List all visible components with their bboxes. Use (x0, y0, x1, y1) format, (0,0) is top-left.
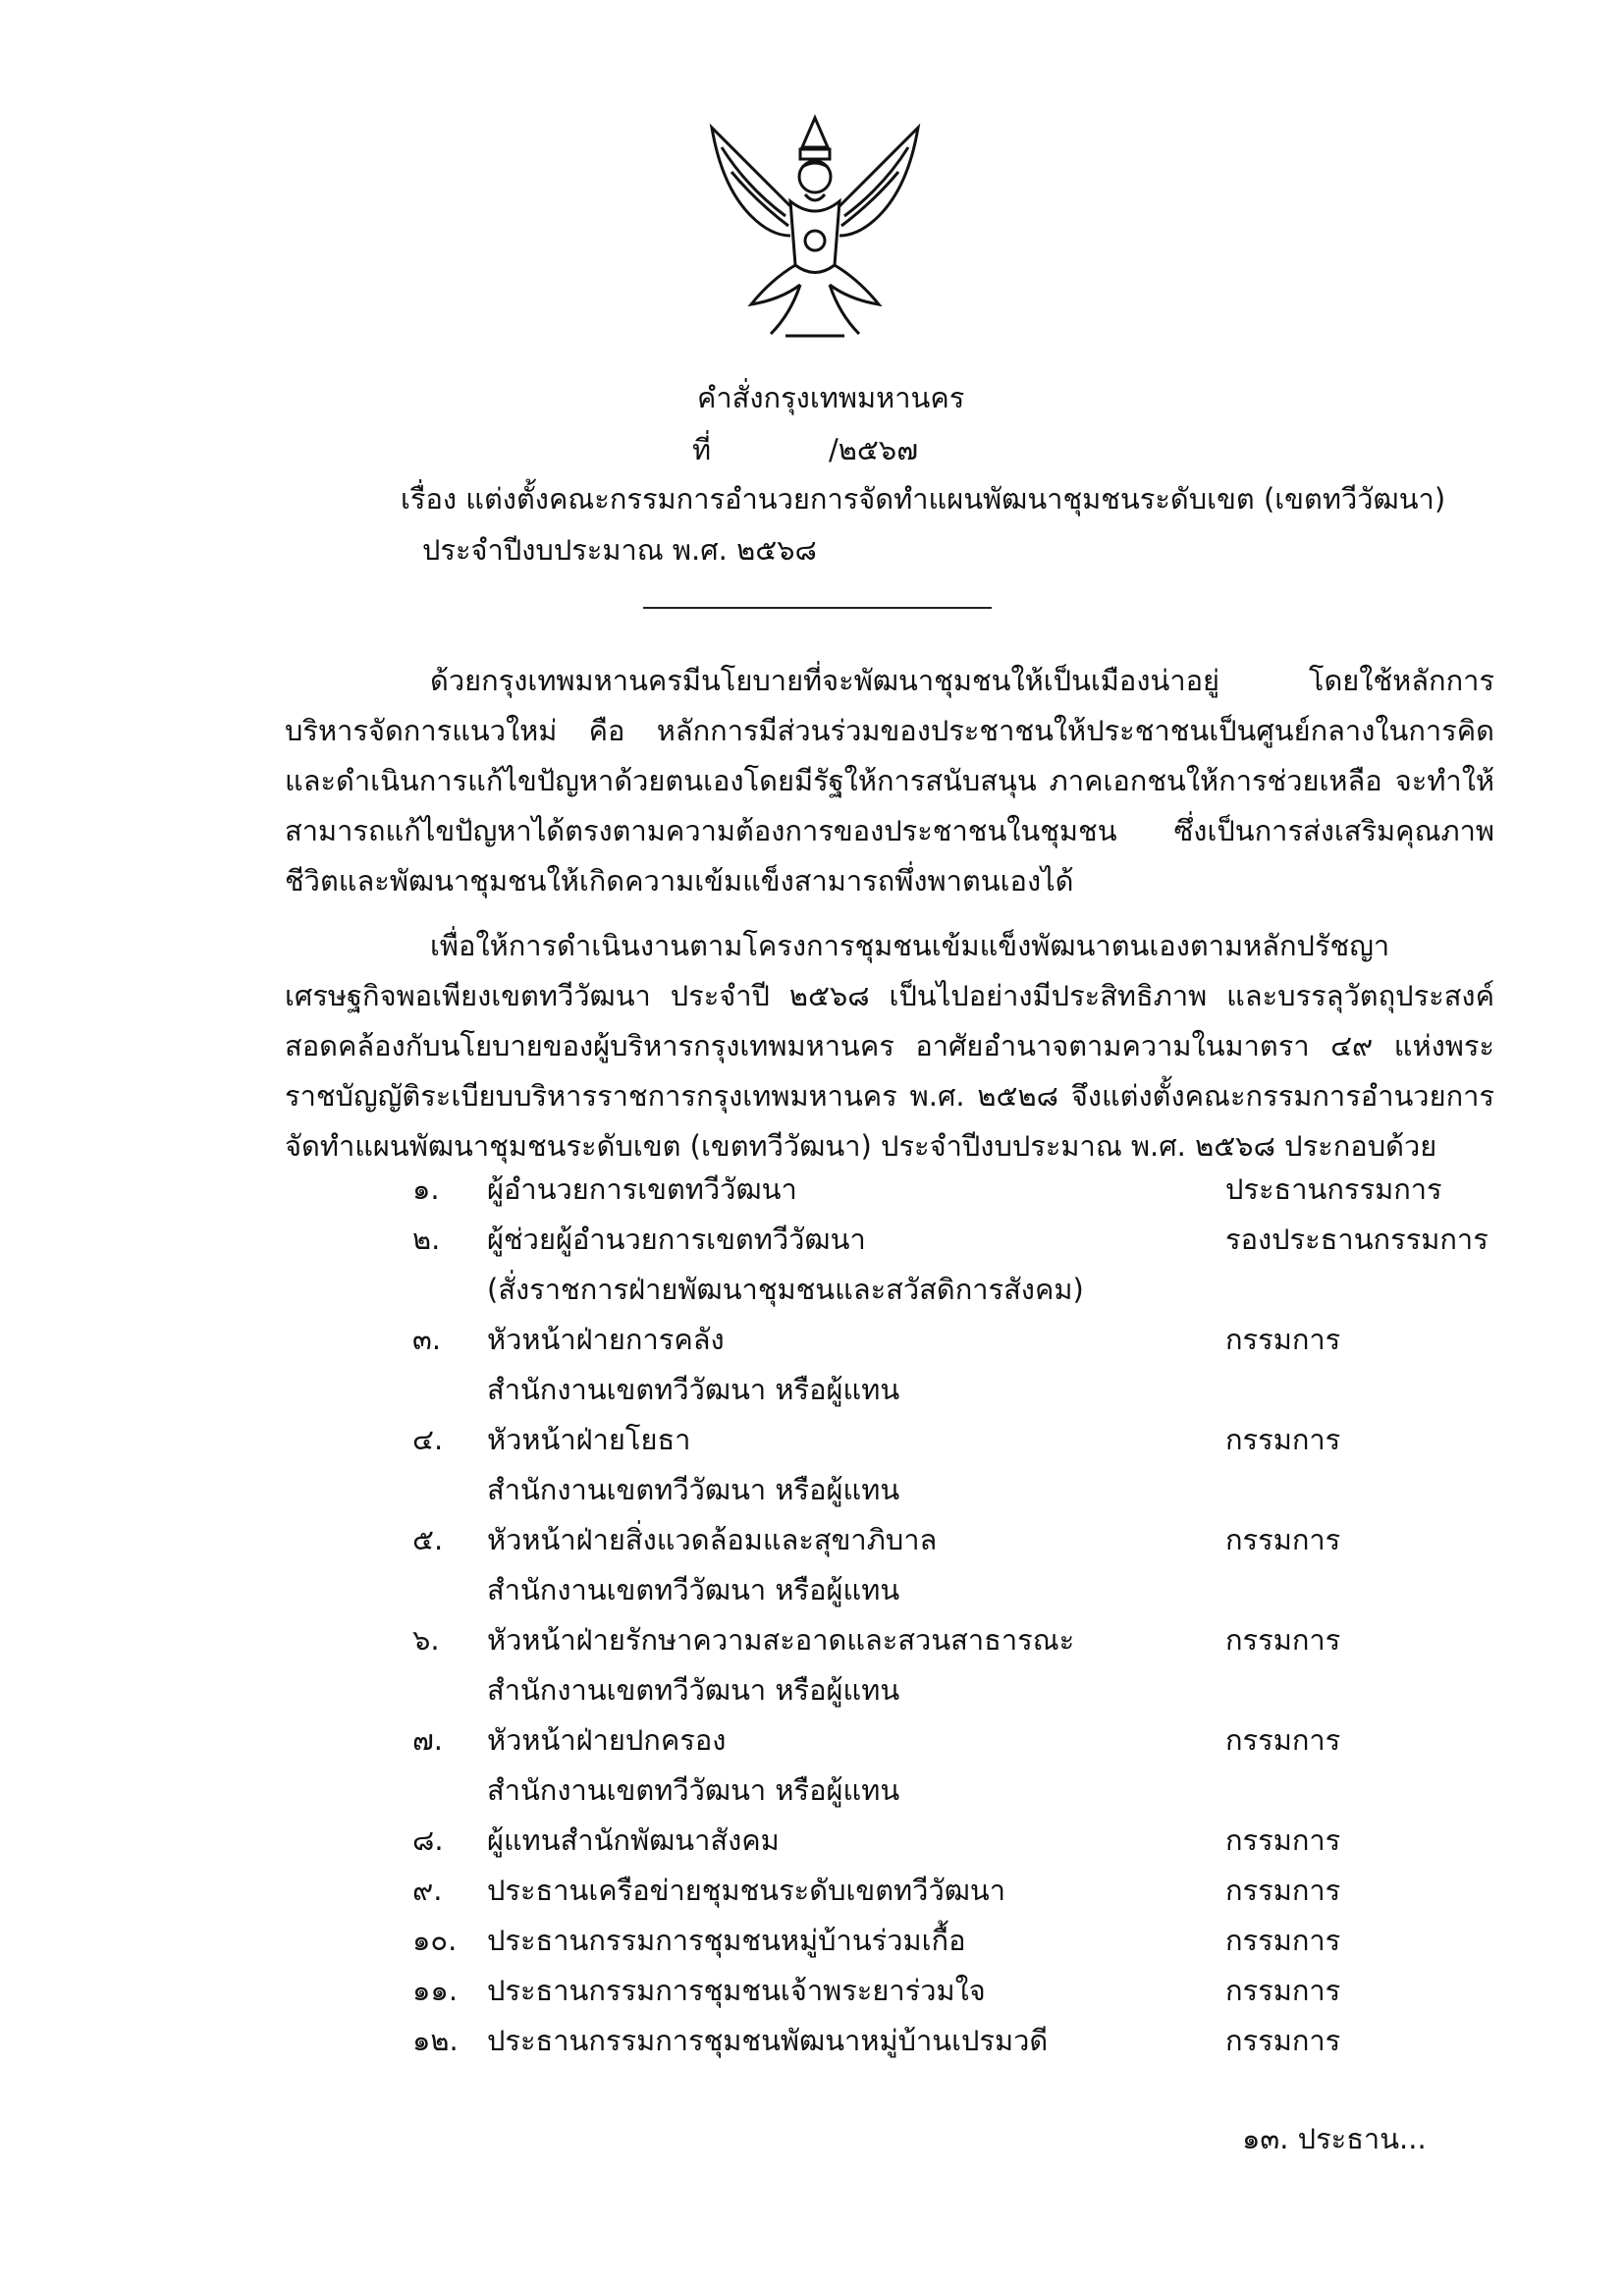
item-number: ๓. (412, 1323, 442, 1356)
list-item (412, 1165, 1502, 1215)
item-number: ๕. (412, 1523, 444, 1556)
subject-line-2: ประจำปีงบประมาณ พ.ศ. ๒๕๖๘ (422, 533, 817, 567)
list-item (412, 1415, 1502, 1515)
member-name: ผู้อำนวยการเขตทวีวัฒนา (487, 1172, 797, 1206)
member-name: ผู้ช่วยผู้อำนวยการเขตทวีวัฒนา (487, 1223, 866, 1256)
member-role: กรรมการ (1225, 1974, 1341, 2007)
item-number: ๘. (412, 1823, 444, 1857)
document-title: คำสั่งกรุงเทพมหานคร (697, 381, 965, 414)
item-number: ๙. (412, 1874, 443, 1907)
list-item (412, 1315, 1502, 1415)
member-name: ประธานเครือข่ายชุมชนระดับเขตทวีวัฒนา (487, 1874, 1006, 1907)
paragraph-2: เพื่อให้การดำเนินงานตามโครงการชุมชนเข้มแข็งพัฒนาตนเองตามหลักปรัชญาเศรษฐกิจพอเพียงเขตทวีวัฒนา ประจำปี ๒๕๖๘ เป็นไปอย่างมีประสิทธิภาพ และบรรลุวัตถุประสงค์ สอดคล้องกับนโยบายของผู้บริหารกรุงเทพมหานคร อาศัยอำนาจตามความในมาตรา ๔๙ แห่งพระราชบัญญัติระเบียบบริหารราชการกรุงเทพมหานคร พ.ศ. ๒๕๒๘ จึงแต่งตั้งคณะกรรมการอำนวยการจัดทำแผนพัฒนาชุมชนระดับเขต (เขตทวีวัฒนา) ประจำปีงบประมาณ พ.ศ. ๒๕๖๘ ประกอบด้วย (285, 929, 1494, 1163)
list-item (412, 1215, 1502, 1315)
member-name-detail: สำนักงานเขตทวีวัฒนา หรือผู้แทน (487, 1673, 900, 1707)
list-item (412, 1816, 1502, 1866)
page-continuation: ๑๓. ประธาน... (1242, 2122, 1427, 2155)
member-role: รองประธานกรรมการ (1225, 1223, 1489, 1256)
member-role: ประธานกรรมการ (1225, 1172, 1442, 1206)
garuda-emblem-icon (692, 108, 938, 349)
member-name: หัวหน้าฝ่ายปกครอง (487, 1723, 727, 1757)
member-name: หัวหน้าฝ่ายการคลัง (487, 1323, 725, 1356)
member-role: กรรมการ (1225, 1723, 1341, 1757)
member-list (412, 1165, 1502, 2066)
member-name-detail: สำนักงานเขตทวีวัฒนา หรือผู้แทน (487, 1773, 900, 1807)
member-role: กรรมการ (1225, 1523, 1341, 1556)
member-name-detail: สำนักงานเขตทวีวัฒนา หรือผู้แทน (487, 1573, 900, 1606)
member-name: หัวหน้าฝ่ายรักษาความสะอาดและสวนสาธารณะ (487, 1623, 1075, 1657)
item-number: ๑๑. (412, 1974, 459, 2007)
member-name: ประธานกรรมการชุมชนเจ้าพระยาร่วมใจ (487, 1974, 986, 2007)
item-number: ๔. (412, 1423, 444, 1456)
list-item (412, 2016, 1502, 2066)
list-item (412, 1966, 1502, 2016)
member-name: หัวหน้าฝ่ายสิ่งแวดล้อมและสุขาภิบาล (487, 1523, 938, 1556)
list-item (412, 1715, 1502, 1816)
item-number: ๑๐. (412, 1924, 458, 1957)
member-role: กรรมการ (1225, 1874, 1341, 1907)
member-name: หัวหน้าฝ่ายโยธา (487, 1423, 691, 1456)
item-number: ๒. (412, 1223, 441, 1256)
member-name: ผู้แทนสำนักพัฒนาสังคม (487, 1823, 780, 1857)
list-item (412, 1515, 1502, 1615)
member-role: กรรมการ (1225, 1423, 1341, 1456)
member-name: ประธานกรรมการชุมชนหมู่บ้านร่วมเกื้อ (487, 1924, 966, 1957)
member-role: กรรมการ (1225, 1823, 1341, 1857)
member-name: ประธานกรรมการชุมชนพัฒนาหมู่บ้านเปรมวดี (487, 2024, 1049, 2057)
item-number: ๑๒. (412, 2024, 459, 2057)
member-name-detail: สำนักงานเขตทวีวัฒนา หรือผู้แทน (487, 1373, 900, 1406)
paragraph-1: ด้วยกรุงเทพมหานครมีนโยบายที่จะพัฒนาชุมชนให้เป็นเมืองน่าอยู่ โดยใช้หลักการบริหารจัดการแนวใหม่ คือ หลักการมีส่วนร่วมของประชาชนให้ประชาชนเป็นศูนย์กลางในการคิดและดำเนินการแก้ไขปัญหาด้วยตนเองโดยมีรัฐให้การสนับสนุน ภาคเอกชนให้การช่วยเหลือ จะทำให้สามารถแก้ไขปัญหาได้ตรงตามความต้องการของประชาชนในชุมชน ซึ่งเป็นการส่งเสริมคุณภาพชีวิตและพัฒนาชุมชนให้เกิดความเข้มแข็งสามารถพึ่งพาตนเองได้ (285, 664, 1494, 898)
subject-line: เรื่อง แต่งตั้งคณะกรรมการอำนวยการจัดทำแผนพัฒนาชุมชนระดับเขต (เขตทวีวัฒนา) (401, 482, 1446, 516)
divider (643, 607, 992, 609)
order-number: ที่ /๒๕๖๗ (692, 433, 919, 466)
member-role: กรรมการ (1225, 1323, 1341, 1356)
member-name-detail: สำนักงานเขตทวีวัฒนา หรือผู้แทน (487, 1473, 900, 1506)
item-number: ๑. (412, 1172, 440, 1206)
member-role: กรรมการ (1225, 2024, 1341, 2057)
item-number: ๖. (412, 1623, 440, 1657)
list-item (412, 1916, 1502, 1966)
list-item (412, 1615, 1502, 1715)
list-item (412, 1866, 1502, 1916)
member-role: กรรมการ (1225, 1924, 1341, 1957)
member-role: กรรมการ (1225, 1623, 1341, 1657)
item-number: ๗. (412, 1723, 444, 1757)
member-name-detail: (สั่งราชการฝ่ายพัฒนาชุมชนและสวัสดิการสังคม) (487, 1273, 1084, 1306)
